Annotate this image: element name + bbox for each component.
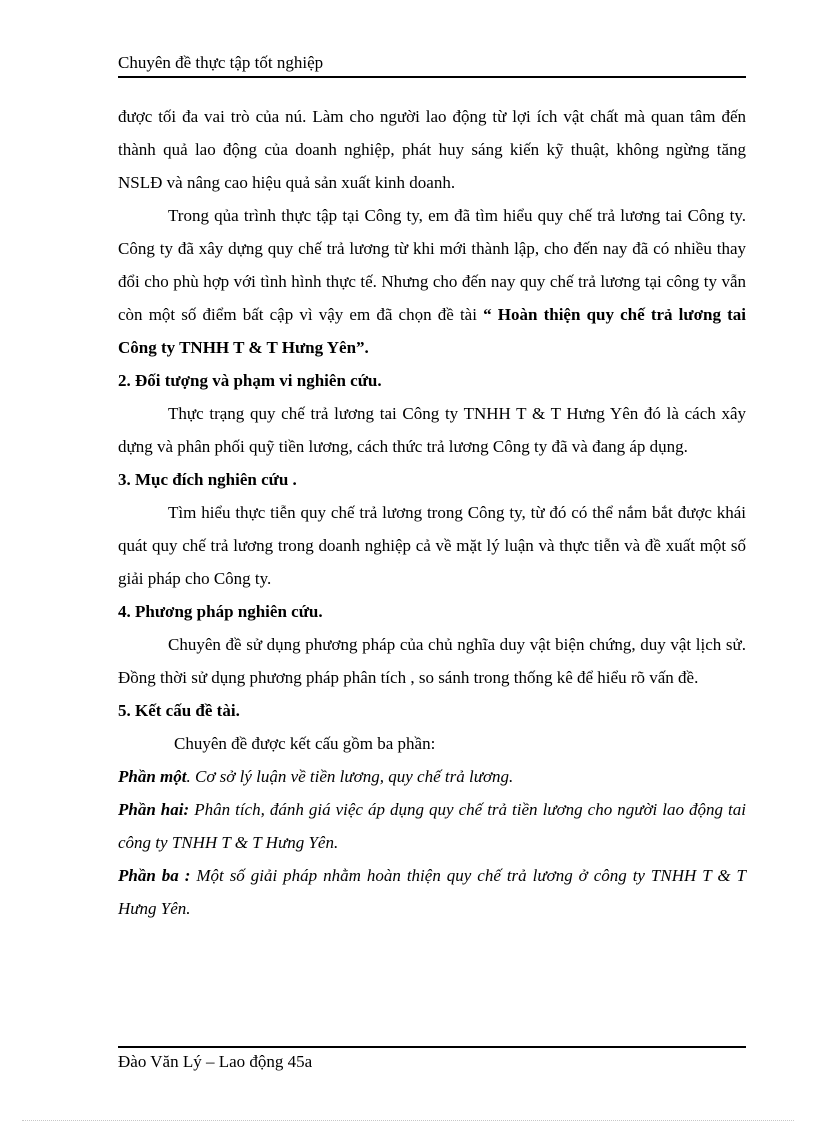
section-text-method: Chuyên đề sử dụng phương pháp của chủ nghĩa duy vật biện chứng, duy vật lịch sử. Đồng thời sử dụng phương pháp phân tích , so sánh trong thống kê để hiểu rõ vấn đề. <box>118 635 746 687</box>
section-text-scope: Thực trạng quy chế trả lương tai Công ty TNHH T & T Hưng Yên đó là cách xây dựng và phân phối quỹ tiền lương, cách thức trả lương Công ty đã và đang áp dụng. <box>118 404 746 456</box>
document-body <box>118 100 746 925</box>
internship-text: Trong qủa trình thực tập tại Công ty, em đã tìm hiểu quy chế trả lương tai Công ty. Công ty đã xây dựng quy chế trả lương từ khi mới thành lập, cho đến nay đã có nhiều thay đổi cho phù hợp với tình hình thực tế. Nhưng cho đến nay quy chế trả lương tại công ty vẫn còn một số điểm bất cập vì vậy em đã chọn đề tài <box>118 206 746 324</box>
paragraph-intro: được tối đa vai trò của nú. Làm cho người lao động từ lợi ích vật chất mà quan tâm đến thành quả lao động của doanh nghiệp, phát huy sáng kiến kỹ thuật, không ngừng tăng NSLĐ và nâng cao hiệu quả sản xuất kinh doanh. <box>118 107 746 192</box>
section-heading-scope: 2. Đối tượng và phạm vi nghiên cứu. <box>118 371 382 390</box>
section-text-structure-intro: Chuyên đề được kết cấu gồm ba phần: <box>174 734 436 753</box>
part-three <box>118 859 746 925</box>
section-heading-method: 4. Phương pháp nghiên cứu. <box>118 602 323 621</box>
footer-author: Đào Văn Lý – Lao động 45a <box>118 1052 313 1071</box>
part-two <box>118 793 746 859</box>
section-heading-purpose: 3. Mục đích nghiên cứu . <box>118 470 297 489</box>
part-one-text: Cơ sở lý luận về tiền lương, quy chế trả lương. <box>195 767 514 786</box>
header-title: Chuyên đề thực tập tốt nghiệp <box>118 53 324 72</box>
section-text-purpose: Tìm hiểu thực tiễn quy chế trả lương trong Công ty, từ đó có thể nắm bắt được khái quát quy chế trả lương trong doanh nghiệp cả về mặt lý luận và thực tiễn và đề xuất một số giải pháp cho Công ty. <box>118 503 746 588</box>
part-three-text: Một số giải pháp nhằm hoàn thiện quy chế trả lương ở công ty TNHH T & T Hưng Yên. <box>118 866 746 918</box>
part-one-sep: . <box>186 767 195 786</box>
page-header <box>118 52 746 78</box>
section-heading-structure: 5. Kết cấu đề tài. <box>118 701 240 720</box>
part-three-label: Phần ba : <box>118 866 191 885</box>
topic-title: “ Hoàn thiện quy chế trả lương tai Công ty TNHH T & T Hưng Yên”. <box>118 305 747 357</box>
part-two-label: Phần hai: <box>118 800 190 819</box>
paragraph-internship <box>118 199 746 364</box>
page-footer <box>118 1046 746 1073</box>
part-one <box>118 760 746 793</box>
part-one-label: Phần một <box>118 767 187 786</box>
part-two-text: Phân tích, đánh giá việc áp dụng quy chế trả tiền lương cho người lao động tai công ty TNHH T & T Hưng Yên. <box>118 800 747 852</box>
page-bottom-divider <box>22 1120 794 1121</box>
